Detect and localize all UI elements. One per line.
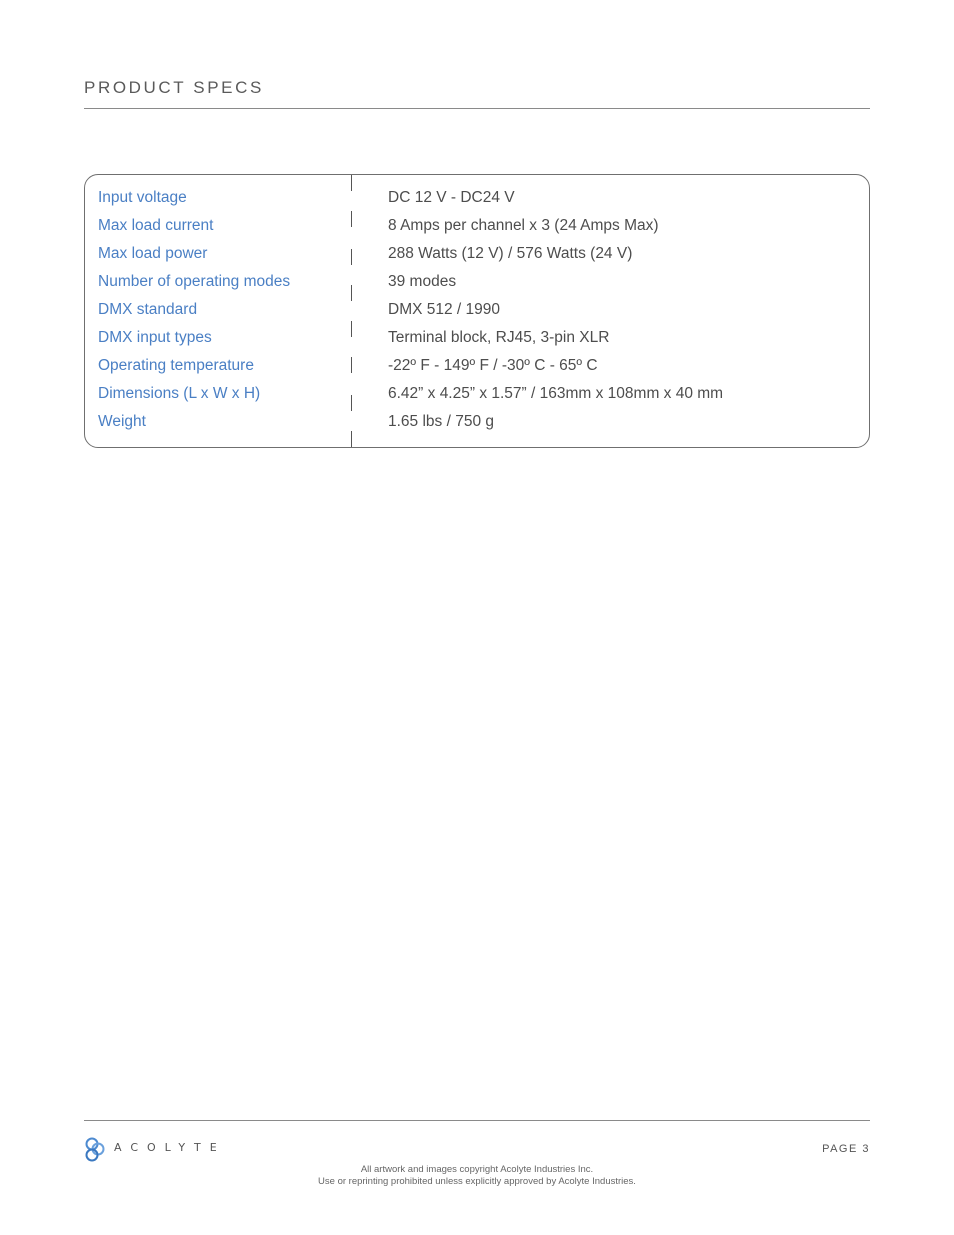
spec-label: Number of operating modes <box>98 273 291 290</box>
spec-table <box>84 174 870 448</box>
spec-label: Operating temperature <box>98 357 254 374</box>
acolyte-logo-icon <box>84 1136 108 1162</box>
spec-row <box>85 329 869 357</box>
copyright-notice <box>0 1164 954 1188</box>
spec-value: 8 Amps per channel x 3 (24 Amps Max) <box>388 217 659 234</box>
spec-label: Max load power <box>98 245 208 262</box>
spec-row <box>85 385 869 413</box>
spec-value: Terminal block, RJ45, 3-pin XLR <box>388 329 610 346</box>
copyright-line: All artwork and images copyright Acolyte Industries Inc. <box>360 1164 594 1175</box>
spec-label: DMX input types <box>98 329 212 346</box>
spec-value: 288 Watts (12 V) / 576 Watts (24 V) <box>388 245 633 262</box>
spec-value: 1.65 lbs / 750 g <box>388 413 494 430</box>
copyright-line: Use or reprinting prohibited unless explicitly approved by Acolyte Industries. <box>318 1176 636 1187</box>
spec-label: Input voltage <box>98 189 187 206</box>
spec-row <box>85 245 869 273</box>
spec-row <box>85 301 869 329</box>
page-number: PAGE 3 <box>822 1143 870 1155</box>
spec-value: -22º F - 149º F / -30º C - 65º C <box>388 357 598 374</box>
footer-divider <box>84 1120 870 1121</box>
acolyte-logo <box>84 1136 254 1162</box>
spec-row <box>85 413 869 441</box>
spec-row <box>85 217 869 245</box>
logo-wordmark: ACOLYTE <box>114 1141 226 1154</box>
spec-label: Dimensions (L x W x H) <box>98 385 261 402</box>
spec-label: DMX standard <box>98 301 198 318</box>
spec-row <box>85 357 869 385</box>
spec-label: Weight <box>98 413 146 430</box>
page-title: PRODUCT SPECS <box>84 78 264 97</box>
spec-value: 6.42” x 4.25” x 1.57” / 163mm x 108mm x 40 mm <box>388 385 724 402</box>
spec-row <box>85 273 869 301</box>
title-divider <box>84 108 870 109</box>
spec-row <box>85 189 869 217</box>
spec-value: 39 modes <box>388 273 457 290</box>
spec-label: Max load current <box>98 217 214 234</box>
spec-value: DMX 512 / 1990 <box>388 301 501 318</box>
spec-value: DC 12 V - DC24 V <box>388 189 515 206</box>
